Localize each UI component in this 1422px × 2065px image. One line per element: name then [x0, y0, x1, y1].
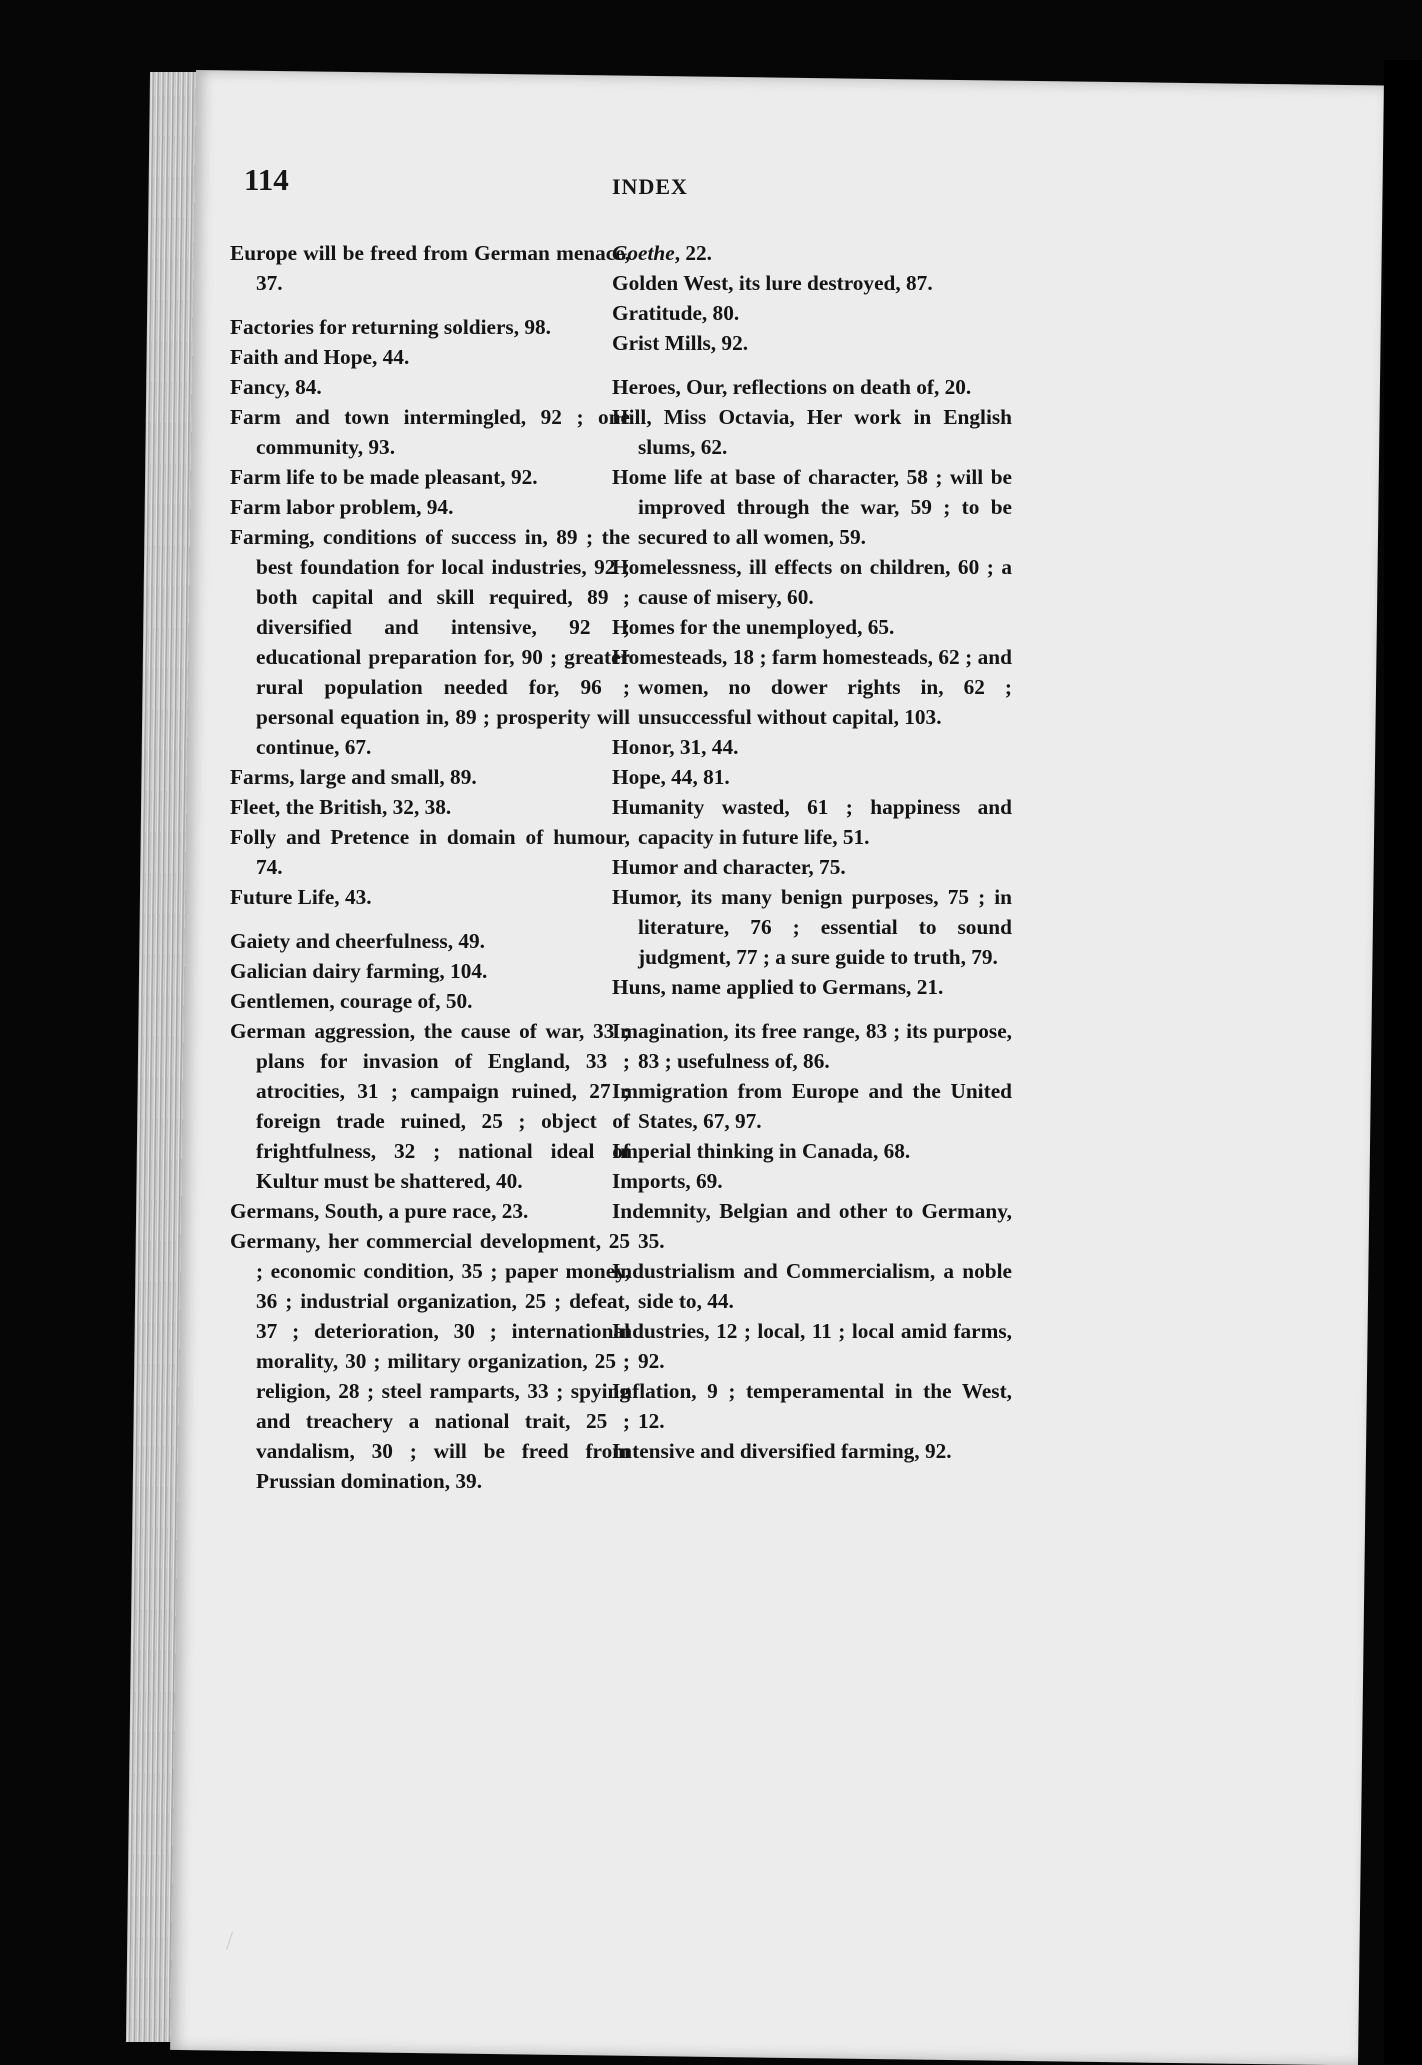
- index-entry: [612, 1376, 1012, 1436]
- index-entry-text: Intensive and diversified farming, 92.: [612, 1439, 952, 1463]
- index-entry: [612, 852, 1012, 882]
- index-entry: [612, 238, 1012, 268]
- index-entry-text: Faith and Hope, 44.: [230, 345, 410, 369]
- index-entry: [612, 552, 1012, 612]
- page-header: [244, 162, 1044, 222]
- index-entry: [612, 972, 1012, 1002]
- index-entry: [230, 792, 630, 822]
- index-entry-text: Germans, South, a pure race, 23.: [230, 1199, 529, 1223]
- index-entry: [230, 822, 630, 882]
- index-entry-text: Humor, its many benign purposes, 75 ; in literature, 76 ; essential to sound judgment, 77 ; a sure guide to truth, 79.: [612, 885, 1012, 969]
- index-entry-text: Galician dairy farming, 104.: [230, 959, 488, 983]
- index-entry-text: Heroes, Our, reflections on death of, 20.: [612, 375, 972, 399]
- index-entry: [230, 238, 630, 298]
- index-entry-text: Home life at base of character, 58 ; will be improved through the war, 59 ; to be secured to all women, 59.: [612, 465, 1012, 549]
- index-entry-text: , 22.: [674, 241, 712, 265]
- index-entry: [612, 882, 1012, 972]
- index-entry-text: Gaiety and cheerfulness, 49.: [230, 929, 485, 953]
- index-entry: [612, 1256, 1012, 1316]
- index-entry: [612, 1076, 1012, 1136]
- index-entry-text: Farm life to be made pleasant, 92.: [230, 465, 538, 489]
- index-entry-text: Germany, her commercial development, 25 ; economic condition, 35 ; paper money, 36 ; industrial organization, 25 ; defeat, 37 ; deterioration, 30 ; international morality, 30 ; military organization, 25 ; religion, 28 ; steel ramparts, 33 ; spying and treachery a national trait, 25 ; vandalism, 30 ; will be freed from Prussian domination, 39.: [230, 1229, 630, 1493]
- index-entry-text: Inflation, 9 ; temperamental in the West, 12.: [612, 1379, 1012, 1433]
- index-entry-text: Gentlemen, courage of, 50.: [230, 989, 473, 1013]
- index-entry-text: Humor and character, 75.: [612, 855, 846, 879]
- index-entry-text: Gratitude, 80.: [612, 301, 740, 325]
- index-entry-italic-term: Goethe: [612, 241, 675, 265]
- index-entry: [612, 1136, 1012, 1166]
- index-entry: [230, 462, 630, 492]
- index-entry-text: Indemnity, Belgian and other to Germany, 35.: [612, 1199, 1012, 1253]
- index-entry-text: Imperial thinking in Canada, 68.: [612, 1139, 911, 1163]
- index-entry-text: Europe will be freed from German menace, 37.: [230, 241, 630, 295]
- index-entry-text: Factories for returning soldiers, 98.: [230, 315, 551, 339]
- index-entry-text: Folly and Pretence in domain of humour, 74.: [230, 825, 630, 879]
- index-entry-text: Homes for the unemployed, 65.: [612, 615, 895, 639]
- index-entry: [612, 372, 1012, 402]
- index-entry-text: Farm and town intermingled, 92 ; one community, 93.: [230, 405, 630, 459]
- index-entry-text: Hill, Miss Octavia, Her work in English slums, 62.: [612, 405, 1012, 459]
- index-entry: [612, 328, 1012, 358]
- index-entry: [230, 372, 630, 402]
- scan-border: [1384, 60, 1422, 2064]
- index-entry: [612, 1196, 1012, 1256]
- index-entry-text: Imagination, its free range, 83 ; its purpose, 83 ; usefulness of, 86.: [612, 1019, 1012, 1073]
- index-entry: [230, 1016, 630, 1196]
- index-entry: [612, 462, 1012, 552]
- index-entry: [230, 926, 630, 956]
- index-entry: [612, 762, 1012, 792]
- index-column-right: [612, 238, 1012, 1466]
- scan-speck: /: [226, 1926, 234, 1955]
- index-entry-text: Golden West, its lure destroyed, 87.: [612, 271, 933, 295]
- index-entry: [230, 312, 630, 342]
- index-entry: [230, 986, 630, 1016]
- index-entry-text: Farm labor problem, 94.: [230, 495, 454, 519]
- index-entry-text: Hope, 44, 81.: [612, 765, 730, 789]
- page-number: 114: [244, 162, 289, 197]
- index-entry-text: Industrialism and Commercialism, a noble side to, 44.: [612, 1259, 1012, 1313]
- index-entry-text: Imports, 69.: [612, 1169, 723, 1193]
- index-entry: [612, 298, 1012, 328]
- index-entry: [230, 342, 630, 372]
- index-entry-text: Farming, conditions of success in, 89 ; the best foundation for local industries, 92 ; both capital and skill required, 89 ; diversified and intensive, 92 ; educational preparation for, 90 ; greater rural population needed for, 96 ; personal equation in, 89 ; prosperity will continue, 67.: [230, 525, 630, 759]
- index-entry: [612, 268, 1012, 298]
- index-entry-text: Industries, 12 ; local, 11 ; local amid farms, 92.: [612, 1319, 1012, 1373]
- index-entry: [612, 1316, 1012, 1376]
- index-entry: [230, 492, 630, 522]
- index-entry-text: Honor, 31, 44.: [612, 735, 739, 759]
- index-entry: [230, 762, 630, 792]
- index-entry-text: Grist Mills, 92.: [612, 331, 749, 355]
- index-entry: [612, 1016, 1012, 1076]
- index-entry-text: Future Life, 43.: [230, 885, 372, 909]
- index-entry: [230, 882, 630, 912]
- index-entry: [612, 642, 1012, 732]
- index-entry: [230, 1226, 630, 1496]
- index-entry: [612, 402, 1012, 462]
- index-entry: [612, 1436, 1012, 1466]
- index-entry: [230, 402, 630, 462]
- index-entry: [230, 956, 630, 986]
- index-entry-text: Homelessness, ill effects on children, 60 ; a cause of misery, 60.: [612, 555, 1012, 609]
- index-entry: [612, 1166, 1012, 1196]
- index-entry-text: Fancy, 84.: [230, 375, 322, 399]
- index-entry: [230, 1196, 630, 1226]
- index-entry: [612, 612, 1012, 642]
- index-entry: [612, 732, 1012, 762]
- index-entry: [612, 792, 1012, 852]
- page-title: INDEX: [612, 174, 688, 199]
- index-entry-text: Immigration from Europe and the United States, 67, 97.: [612, 1079, 1012, 1133]
- index-entry-text: Humanity wasted, 61 ; happiness and capacity in future life, 51.: [612, 795, 1012, 849]
- index-column-left: [230, 238, 630, 1496]
- index-entry-text: Farms, large and small, 89.: [230, 765, 477, 789]
- index-entry-text: German aggression, the cause of war, 33 ; plans for invasion of England, 33 ; atrocities, 31 ; campaign ruined, 27 ; foreign trade ruined, 25 ; object of frightfulness, 32 ; national ideal of Kultur must be shattered, 40.: [230, 1019, 630, 1193]
- index-entry-text: Huns, name applied to Germans, 21.: [612, 975, 944, 999]
- index-entry-text: Fleet, the British, 32, 38.: [230, 795, 452, 819]
- index-entry-text: Homesteads, 18 ; farm homesteads, 62 ; and women, no dower rights in, 62 ; unsuccessful without capital, 103.: [612, 645, 1012, 729]
- index-entry: [230, 522, 630, 762]
